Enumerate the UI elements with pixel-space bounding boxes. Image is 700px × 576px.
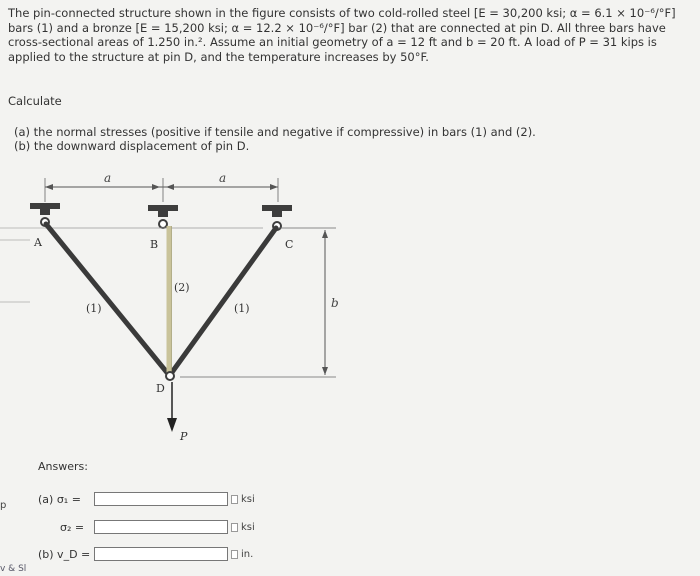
label-a: A xyxy=(34,236,42,249)
sigma2-input[interactable] xyxy=(94,520,228,534)
problem-statement: The pin-connected structure shown in the figure consists of two cold-rolled steel [E = 30,200 ksi; α = 6.1 × 10⁻⁶/°F] bars (1) and a bronze [E = 15,200 ksi; α = 12.2 × 10⁻⁶/°F] bar (2) that are connected at pin D. All three bars have cross-sectional areas of 1.250 in.². Assume an initial geometry of a = 12 ft and b = 20 ft. A load of P = 31 kips is applied to the structure at pin D, and the temperature increases by 50°F. xyxy=(8,6,676,64)
label-d: D xyxy=(156,382,165,395)
note-icon[interactable] xyxy=(231,550,238,559)
part-a-text: (a) the normal stresses (positive if tensile and negative if compressive) in bars (1) and (2). xyxy=(14,125,536,139)
pin-d xyxy=(166,372,174,380)
left-edge-text: p xyxy=(0,500,7,511)
calculate-label: Calculate xyxy=(8,94,62,108)
answer-label-sigma2: σ₂ = xyxy=(60,520,85,534)
load-arrow-head xyxy=(167,418,177,432)
answer-row-sigma2 xyxy=(38,518,255,536)
sigma1-input[interactable] xyxy=(94,492,228,506)
unit-vd: in. xyxy=(241,548,254,560)
dimension-arrow xyxy=(322,367,328,375)
answer-row-vd xyxy=(38,545,253,563)
label-bar-1-right: (1) xyxy=(234,302,250,315)
label-p: P xyxy=(180,430,188,443)
dimension-arrow xyxy=(166,184,174,190)
support-b xyxy=(148,205,178,228)
unit-sigma1: ksi xyxy=(241,493,255,505)
label-b: B xyxy=(150,238,159,251)
answers-label: Answers: xyxy=(38,460,88,473)
vd-input[interactable] xyxy=(94,547,228,561)
part-b-text: (b) the downward displacement of pin D. xyxy=(14,139,250,153)
dimension-arrow xyxy=(45,184,53,190)
structure-figure xyxy=(0,160,360,460)
corner-text: v & Sl xyxy=(0,564,27,574)
label-bar-2: (2) xyxy=(174,281,190,294)
label-bar-1-left: (1) xyxy=(86,302,102,315)
dim-b: b xyxy=(331,296,339,310)
dimension-arrow xyxy=(270,184,278,190)
note-icon[interactable] xyxy=(231,523,238,532)
answer-label-vd: (b) v_D = xyxy=(38,547,91,561)
answer-row-sigma1 xyxy=(38,490,255,508)
answer-label-sigma1: (a) σ₁ = xyxy=(38,492,81,506)
label-c: C xyxy=(285,238,294,251)
unit-sigma2: ksi xyxy=(241,521,255,533)
bar-1-right xyxy=(170,228,276,375)
dim-a-left: a xyxy=(104,171,112,185)
note-icon[interactable] xyxy=(231,495,238,504)
dimension-arrow xyxy=(322,230,328,238)
dimension-arrow xyxy=(152,184,160,190)
dim-a-right: a xyxy=(219,171,227,185)
